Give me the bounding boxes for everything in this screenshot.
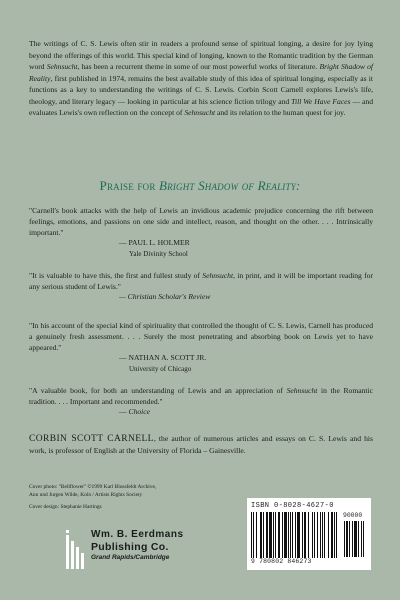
quote-attribution: — NATHAN A. SCOTT JR. [119,353,207,362]
publisher-line-1: Wm. B. Eerdmans [91,529,184,540]
quote-holmer [29,205,373,259]
publisher-block [65,527,225,571]
price-code-text: 90000 [343,512,363,519]
praise-heading-prefix: Praise for [99,178,159,193]
praise-heading [0,178,400,194]
quote-affiliation: Yale Divinity School [129,249,188,258]
blurb-sehnsucht: Sehnsucht [46,62,78,71]
praise-heading-title: Bright Shadow of Reality: [158,178,301,193]
price-barcode-icon [344,521,368,557]
publisher-name [91,529,221,562]
quote-scott [29,320,373,374]
credit-photo-line-2: Ann und Jurgen Wilde, Koln / Artists Rights Society [29,491,143,498]
blurb-part-5: and its relation to the human quest for joy. [215,108,346,117]
quote-attribution: — Christian Scholar's Review [119,292,211,301]
quote-text: "Carnell's book attacks with the help of Lewis an invidious academic prejudice concerning the rift between feelings, emotions, and passions on one side and intellect, reason, and thought on the other. . . . Intrinsically important." [29,206,373,237]
publisher-city: Grand Rapids/Cambridge [91,554,170,561]
blurb-till-we-have-faces: Till We Have Faces [291,96,351,106]
quote-affiliation: University of Chicago [129,364,192,373]
barcode-icon [251,512,341,558]
blurb-sehnsucht-2: Sehnsucht [184,108,216,117]
quote-text: "In his account of the special kind of spirituality that controlled the thought of C. S. Lewis, Carnell has produced a genuinely fresh assessment. . . . Surely the most penetrating and absorbing book on Lewis yet to have appeared." [29,321,373,352]
blurb-book-title: Bright Shadow of Reality [29,62,373,83]
publisher-logo-icon [65,527,87,571]
quote-text [29,385,373,407]
author-bio [29,433,373,456]
blurb-part-2: , has been a recurrent theme in some of our most powerful works of literature. [77,62,320,71]
blurb-part-4: — and evaluates Lewis's own reflection on the concept of [29,96,374,117]
barcode-panel [247,498,371,570]
quote-text-part: "A valuable book, for both an understanding of Lewis and an appreciation of [29,386,287,395]
blurb-part-3: , first published in 1974, remains the best available study of this idea of spiritual longing, especially as it functions as a key to understanding the writings of C. S. Lewis. Corbin Scott Carnell explores Lewis's life, theology, and literary legacy — looking in particular at his science fiction trilogy and [29,73,373,106]
credit-photo-line-1: Cover photo: "Bellflower" ©1999 Karl Blossfeldt Archive, [29,484,157,490]
author-bio-text: , the author of numerous articles and essays on C. S. Lewis and his work, is professor of English at the University of Florida – Gainesville. [29,434,373,455]
publisher-line-2: Publishing Co. [91,541,169,553]
quote-attribution-source: Choice [128,407,151,416]
quote-attribution-dash: — [119,407,129,416]
quote-text-part: in the Romantic tradition. . . . Important and recommended." [29,386,373,406]
quote-text [29,270,373,292]
barcode-number: 9 780802 846273 [251,558,312,565]
quote-text-part: , in print, and it will be important reading for any serious student of Lewis." [29,271,373,291]
credit-design: Cover design: Stephanie Hartings [29,504,102,510]
cover-credits [29,484,229,512]
quote-christian-scholars-review [29,270,373,303]
author-name: CORBIN SCOTT CARNELL [29,434,154,444]
blurb-part-1: The writings of C. S. Lewis often stir in readers a profound sense of spiritual longing, a desire for joy lying beyond the offerings of this world. This special kind of longing, known to the Romantic tradition by the German word [29,39,373,71]
quote-text-part: "It is valuable to have this, the first and fullest study of [29,271,203,280]
quote-sehnsucht: Sehnsucht [202,271,234,280]
book-description [29,38,373,119]
quote-sehnsucht: Sehnsucht [286,386,318,395]
isbn-text: ISBN 0-8028-4627-0 [251,502,334,510]
quote-choice [29,385,373,418]
quote-attribution [29,407,373,418]
quote-attribution: — PAUL L. HOLMER [119,238,190,247]
